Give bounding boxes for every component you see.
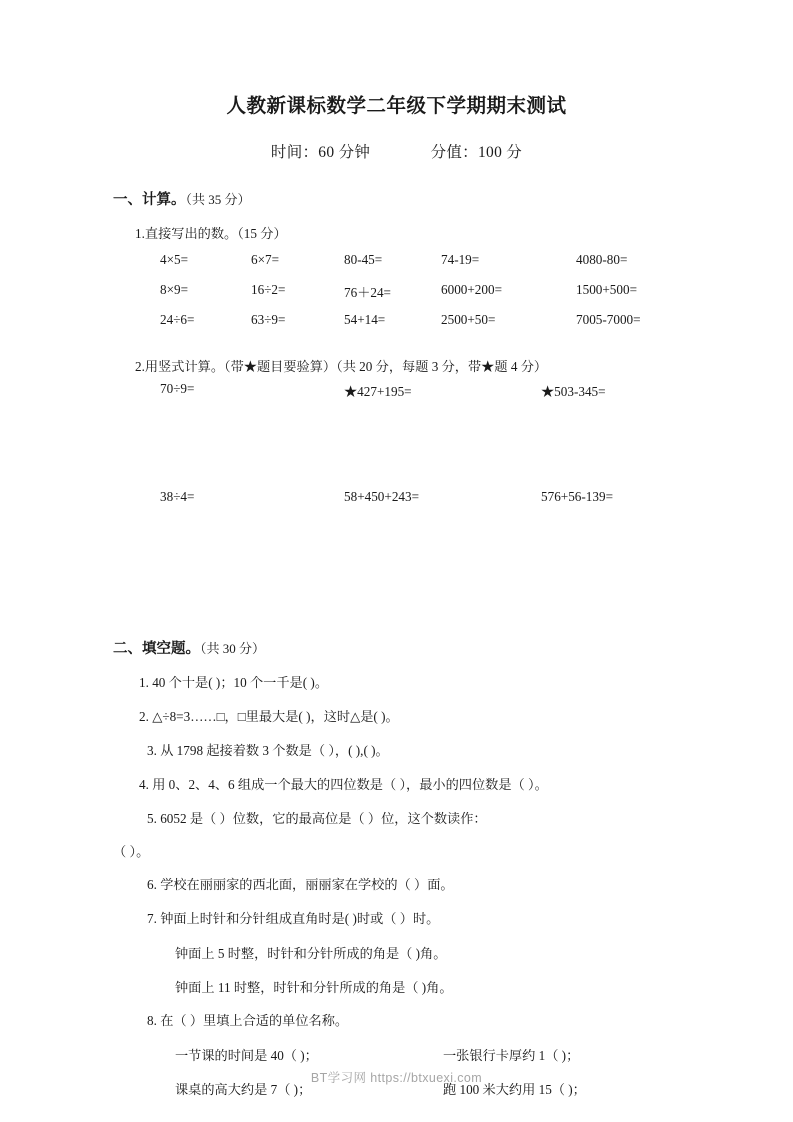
calc-problem: 4080-80=: [576, 252, 628, 268]
calc-problem: 70÷9=: [160, 381, 195, 397]
calc-problem: 80-45=: [344, 252, 383, 268]
page-title: 人教新课标数学二年级下学期期末测试: [226, 96, 567, 117]
calc-problem: 76＋24=: [344, 285, 391, 301]
question-item-5: 5. 6052 是（ ）位数，它的最高位是（ ）位，这个数读作：: [147, 810, 487, 826]
calc-row: [113, 312, 753, 342]
answer-workspace: [113, 519, 753, 611]
question-item-6: 6. 学校在丽丽家的西北面，丽丽家在学校的（ ）面。: [147, 877, 454, 893]
section-one-heading: [113, 188, 753, 209]
unit-blank-run-time: 跑 100 米大约用 15（ )；: [443, 1081, 586, 1097]
question-item-7-sub-1: 钟面上 5 时整，时针和分针所成的角是（ )角。: [175, 946, 447, 962]
calc-problem: 1500+500=: [576, 282, 638, 298]
question-item-7: 7. 钟面上时针和分针组成直角时是( )时或（ ）时。: [147, 911, 440, 927]
vertical-calc-row: [113, 381, 753, 411]
section-two-title: 二、填空题。: [113, 641, 200, 658]
section-one-score: （共 35 分）: [185, 192, 251, 208]
part-two-label: 2.用竖式计算。（带★题目要验算）（共 20 分，每题 3 分，带★题 4 分）: [135, 359, 548, 375]
calc-row: [113, 282, 753, 312]
calc-problem: 74-19=: [441, 252, 480, 268]
calc-problem: 6000+200=: [441, 282, 503, 298]
calc-problem: 7005-7000=: [576, 312, 641, 328]
calc-problem: 54+14=: [344, 312, 386, 328]
calc-row: [113, 252, 753, 282]
exam-duration: 时间：60 分钟: [270, 144, 371, 162]
calc-problem: ★427+195=: [344, 384, 412, 400]
vertical-calc-row: [113, 489, 753, 519]
unit-blank-desk-height: 课桌的高大约是 7（ )；: [175, 1081, 312, 1097]
calc-problem: 4×5=: [160, 252, 189, 268]
question-item-2: 2. △÷8=3……□，□里最大是( )，这时△是( )。: [139, 709, 399, 725]
question-item-5-continuation: （ ）。: [113, 844, 150, 860]
question-item-8: 8. 在（ ）里填上合适的单位名称。: [147, 1013, 349, 1029]
calc-problem: 2500+50=: [441, 312, 496, 328]
calc-problem: 58+450+243=: [344, 489, 420, 505]
section-fill-in-blanks: [0, 637, 793, 1098]
section-two-score: （共 30 分）: [200, 641, 266, 657]
question-item-8-row-1: [113, 1045, 753, 1064]
calc-problem: 6×7=: [251, 252, 280, 268]
question-item-3: 3. 从 1798 起接着数 3 个数是（ ），( ),( )。: [147, 743, 389, 759]
footer-watermark: BT学习网 https://btxuexi.com: [310, 1071, 483, 1085]
section-one-title: 一、计算。: [113, 192, 186, 209]
exam-meta-line: [0, 118, 793, 162]
calc-problem: 16÷2=: [251, 282, 286, 298]
exam-total-score: 分值：100 分: [430, 144, 523, 162]
question-item-7-sub-2: 钟面上 11 时整，时针和分针所成的角是（ )角。: [175, 980, 453, 996]
answer-workspace: [113, 411, 753, 489]
unit-blank-lesson-time: 一节课的时间是 40（ )；: [175, 1047, 318, 1063]
calc-problem: 63÷9=: [251, 312, 286, 328]
calc-problem: 8×9=: [160, 282, 189, 298]
question-item-4: 4. 用 0、2、4、6 组成一个最大的四位数是（ ），最小的四位数是（ ）。: [139, 776, 548, 792]
calc-problem: 576+56-139=: [541, 489, 614, 505]
section-calculation: [0, 188, 793, 611]
section-two-heading: [113, 637, 753, 658]
question-item-1: 1. 40 个十是( )；10 个一千是( )。: [139, 675, 329, 691]
unit-blank-card-thickness: 一张银行卡厚约 1（ )；: [443, 1047, 580, 1063]
part-one-label: 1.直接写出的数。（15 分）: [135, 226, 287, 242]
calc-problem: 38÷4=: [160, 489, 195, 505]
calc-problem: 24÷6=: [160, 312, 195, 328]
calc-problem: ★503-345=: [541, 384, 606, 400]
